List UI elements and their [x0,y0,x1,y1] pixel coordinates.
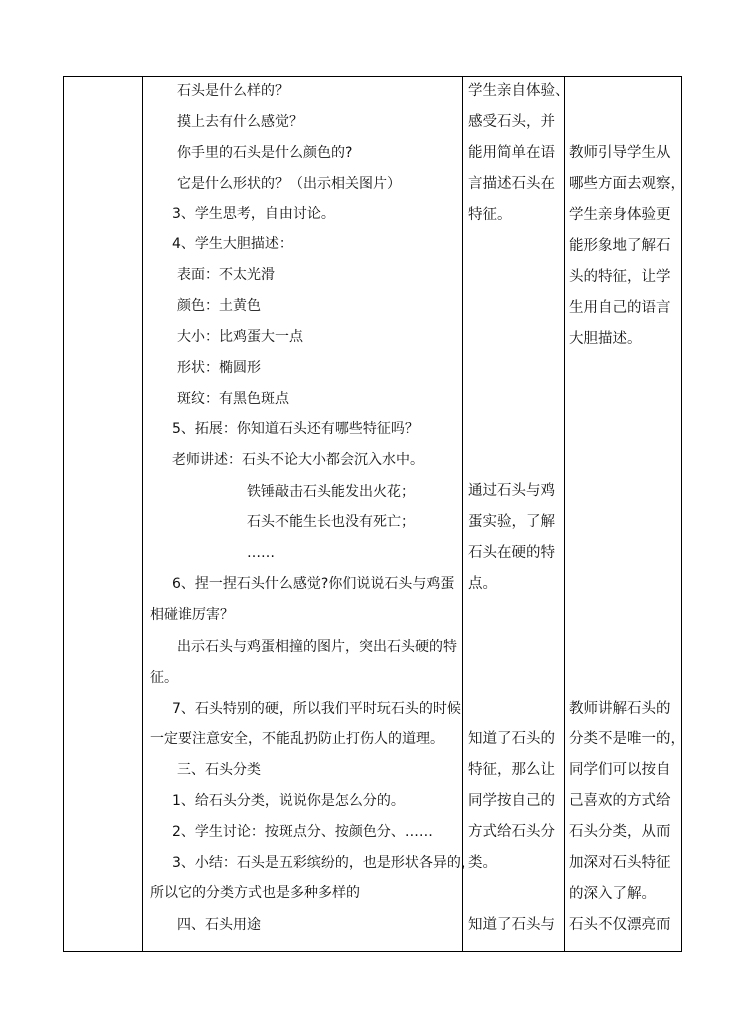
process-text-line: 5、拓展：你知道石头还有哪些特征吗？ [172,421,419,437]
process-text-line: 6、捏一捏石头什么感觉?你们说说石头与鸡蛋 [172,576,455,592]
intent-text-line: 言描述石头在 [468,176,555,192]
note-text-line: 学生亲身体验更 [569,207,671,223]
intent-text-line: 蛋实验，了解 [468,514,555,530]
process-text-line: 颜色：土黄色 [177,298,261,314]
process-text-line: 3、学生思考，自由讨论。 [172,206,335,222]
note-text-line: 加深对石头特征 [569,855,671,871]
intent-text-line: 点。 [468,576,497,592]
note-text-line: 能形象地了解石 [569,238,671,254]
process-text-line: …… [247,545,275,561]
intent-text-line: 能用简单在语 [468,145,555,161]
intent-text-line: 知道了石头的 [468,731,555,747]
process-text-line: 石头是什么样的？ [177,83,289,99]
process-text-line: 四、石头用途 [177,917,261,933]
process-text-line: 它是什么形状的？（出示相关图片） [177,176,401,192]
process-text-line: 摸上去有什么感觉？ [177,114,303,130]
process-text-line: 相碰谁厉害？ [150,607,234,623]
intent-text-line: 感受石头，并 [468,114,555,130]
note-text-line: 石头分类，从而 [569,824,671,840]
intent-text-line: 特征。 [468,207,512,223]
process-text-line: 铁锤敲击石头能发出火花； [247,484,415,500]
note-text-line: 教师引导学生从 [569,145,671,161]
column-divider [462,77,463,951]
process-text-line: 2、学生讨论：按斑点分、按颜色分、…… [172,824,433,840]
process-text-line: 一定要注意安全，不能乱扔防止打伤人的道理。 [150,731,444,747]
process-text-line: 征。 [150,670,178,686]
note-text-line: 己喜欢的方式给 [569,793,671,809]
intent-text-line: 类。 [468,855,497,871]
intent-text-line: 通过石头与鸡 [468,483,555,499]
process-text-line: 7、石头特别的硬，所以我们平时玩石头的时候 [172,701,461,717]
process-text-line: 你手里的石头是什么颜色的? [177,145,353,161]
note-text-line: 哪些方面去观察， [569,176,685,192]
intent-text-line: 同学按自己的 [468,793,555,809]
process-text-line: 所以它的分类方式也是多种多样的 [150,885,360,901]
column-divider [142,77,143,951]
process-text-line: 出示石头与鸡蛋相撞的图片，突出石头硬的特 [177,639,457,655]
note-text-line: 教师讲解石头的 [569,701,671,717]
intent-text-line: 特征，那么让 [468,762,555,778]
process-text-line: 老师讲述：石头不论大小都会沉入水中。 [172,452,424,468]
note-text-line: 同学们可以按自 [569,762,671,778]
note-text-line: 大胆描述。 [569,331,642,347]
intent-text-line: 知道了石头与 [468,917,555,933]
note-text-line: 头的特征，让学 [569,269,671,285]
process-text-line: 3、小结：石头是五彩缤纷的，也是形状各异的， [172,855,475,871]
note-text-line: 石头不仅漂亮而 [569,917,671,933]
process-text-line: 表面：不太光滑 [177,267,275,283]
note-text-line: 的深入了解。 [569,886,656,902]
column-divider [564,77,565,951]
process-text-line: 斑纹：有黑色斑点 [177,391,289,407]
intent-text-line: 方式给石头分 [468,824,555,840]
note-text-line: 分类不是唯一的， [569,731,685,747]
intent-text-line: 石头在硬的特 [468,545,555,561]
process-text-line: 石头不能生长也没有死亡； [247,514,415,530]
lesson-plan-table [63,76,685,952]
process-text-line: 1、给石头分类，说说你是怎么分的。 [172,793,405,809]
process-text-line: 大小：比鸡蛋大一点 [177,329,303,345]
note-text-line: 生用自己的语言 [569,300,671,316]
intent-text-line: 学生亲自体验、 [468,83,570,99]
process-text-line: 4、学生大胆描述： [172,236,293,252]
process-text-line: 三、石头分类 [177,762,261,778]
process-text-line: 形状：椭圆形 [177,360,261,376]
